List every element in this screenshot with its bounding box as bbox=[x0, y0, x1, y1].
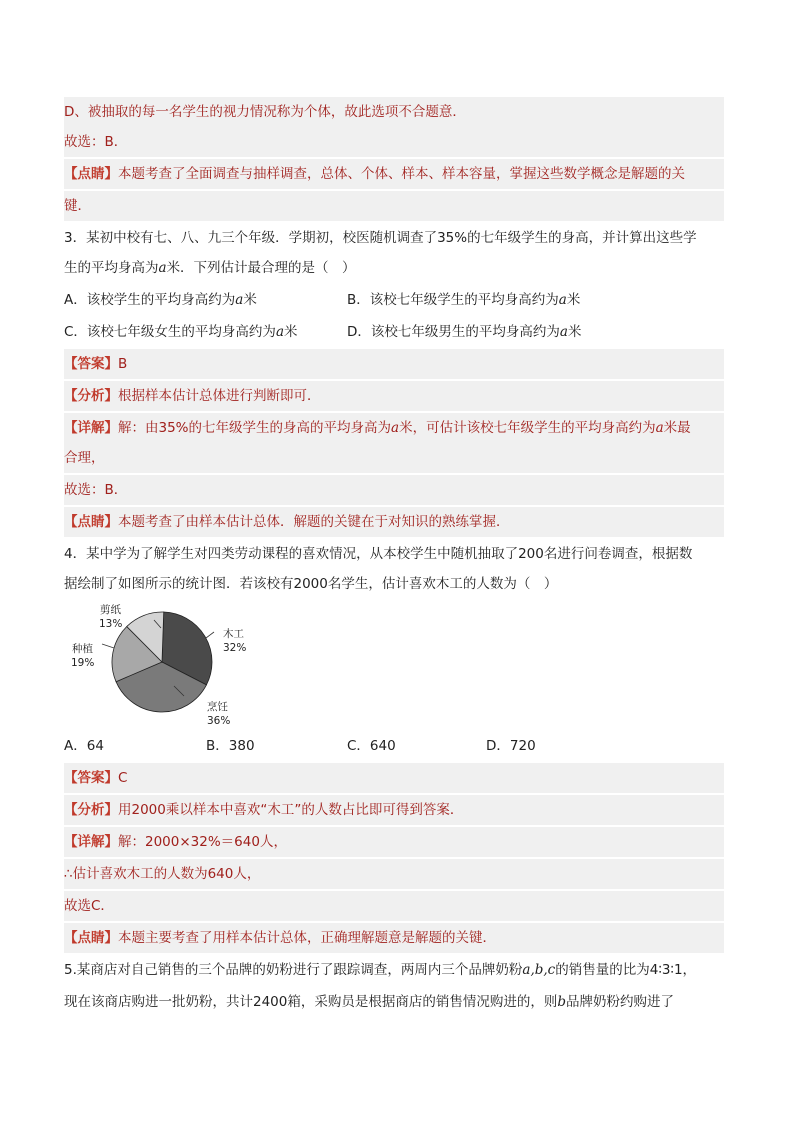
label-pengren-pct: 36% bbox=[207, 715, 231, 727]
q4-note: 【点睛】本题主要考查了用样本估计总体，正确理解题意是解题的关键． bbox=[64, 923, 724, 953]
note-tag: 【点睛】 bbox=[64, 166, 118, 182]
label-zhongzhi-name: 种植 bbox=[72, 643, 93, 655]
q4-answer: 【答案】C bbox=[64, 763, 724, 793]
q3-options-row2 bbox=[64, 317, 724, 347]
leader-mugong bbox=[206, 632, 214, 638]
label-zhongzhi-pct: 19% bbox=[71, 657, 95, 669]
label-jianzhi-pct: 13% bbox=[99, 618, 123, 630]
label-pengren-name: 烹饪 bbox=[207, 701, 228, 713]
q3-option-c: C．该校七年级女生的平均身高约为a米 bbox=[64, 324, 298, 340]
q4-therefore: ∴估计喜欢木工的人数为640人， bbox=[64, 859, 724, 889]
q4-option-b: B．380 bbox=[206, 738, 255, 754]
q3-choose: 故选：B． bbox=[64, 475, 724, 505]
q4-option-a: A．64 bbox=[64, 738, 104, 754]
label-mugong-pct: 32% bbox=[223, 642, 247, 654]
pie-chart bbox=[64, 598, 264, 738]
q4-choose: 故选C． bbox=[64, 891, 724, 921]
solution-note-cont: 键． bbox=[64, 191, 724, 221]
q3-stem-line2 bbox=[64, 253, 724, 283]
q3-answer: 【答案】B bbox=[64, 349, 724, 379]
q5-stem-line2: 现在该商店购进一批奶粉，共计2400箱，采购员是根据商店的销售情况购进的，则b品牌奶粉约购进了 bbox=[64, 994, 675, 1010]
q4-options bbox=[64, 731, 724, 761]
q3-options-row1 bbox=[64, 285, 724, 315]
q3-detail: 【详解】解：由35%的七年级学生的身高的平均身高为a米，可估计该校七年级学生的平均身高约为a米最 bbox=[64, 413, 724, 443]
q3-option-d: D．该校七年级男生的平均身高约为a米 bbox=[347, 324, 582, 340]
q4-option-d: D．720 bbox=[486, 738, 536, 754]
q4-stem-line2: 据绘制了如图所示的统计图．若该校有2000名学生，估计喜欢木工的人数为（ ） bbox=[64, 576, 558, 592]
q3-stem-b: 米．下列估计最合理的是（ ） bbox=[166, 260, 356, 276]
q3-stem-a: 生的平均身高为 bbox=[64, 260, 159, 276]
q3-option-b: B．该校七年级学生的平均身高约为a米 bbox=[347, 292, 581, 308]
q3-var: a bbox=[158, 260, 167, 276]
note-text: 本题考查了全面调查与抽样调查，总体、个体、样本、样本容量，掌握这些数学概念是解题的关 bbox=[118, 166, 685, 182]
leader-zhongzhi bbox=[102, 644, 114, 648]
q3-detail-cont: 合理， bbox=[64, 443, 724, 473]
q4-option-c: C．640 bbox=[347, 738, 396, 754]
q3-option-a: A．该校学生的平均身高约为a米 bbox=[64, 292, 257, 308]
q5-stem-line1: 5.某商店对自己销售的三个品牌的奶粉进行了跟踪调查，两周内三个品牌奶粉a,b,c的销售量的比为4∶3∶1， bbox=[64, 962, 697, 978]
pie-slices bbox=[112, 612, 212, 712]
q3-analysis: 【分析】根据样本估计总体进行判断即可． bbox=[64, 381, 724, 411]
label-jianzhi-name: 剪纸 bbox=[100, 604, 121, 616]
q4-analysis: 【分析】用2000乘以样本中喜欢“木工”的人数占比即可得到答案． bbox=[64, 795, 724, 825]
solution-note bbox=[64, 159, 724, 189]
solution-choose: 故选：B． bbox=[64, 127, 724, 157]
q4-stem-line1: 4．某中学为了解学生对四类劳动课程的喜欢情况，从本校学生中随机抽取了200名进行问卷调查，根据数 bbox=[64, 546, 693, 562]
q4-detail: 【详解】解：2000×32%＝640人， bbox=[64, 827, 724, 857]
q3-note: 【点睛】本题考查了由样本估计总体．解题的关键在于对知识的熟练掌握． bbox=[64, 507, 724, 537]
solution-line-d: D、被抽取的每一名学生的视力情况称为个体，故此选项不合题意． bbox=[64, 97, 724, 127]
q3-stem-line1: 3．某初中校有七、八、九三个年级．学期初，校医随机调查了35%的七年级学生的身高，并计算出这些学 bbox=[64, 230, 697, 246]
label-mugong-name: 木工 bbox=[223, 628, 244, 640]
